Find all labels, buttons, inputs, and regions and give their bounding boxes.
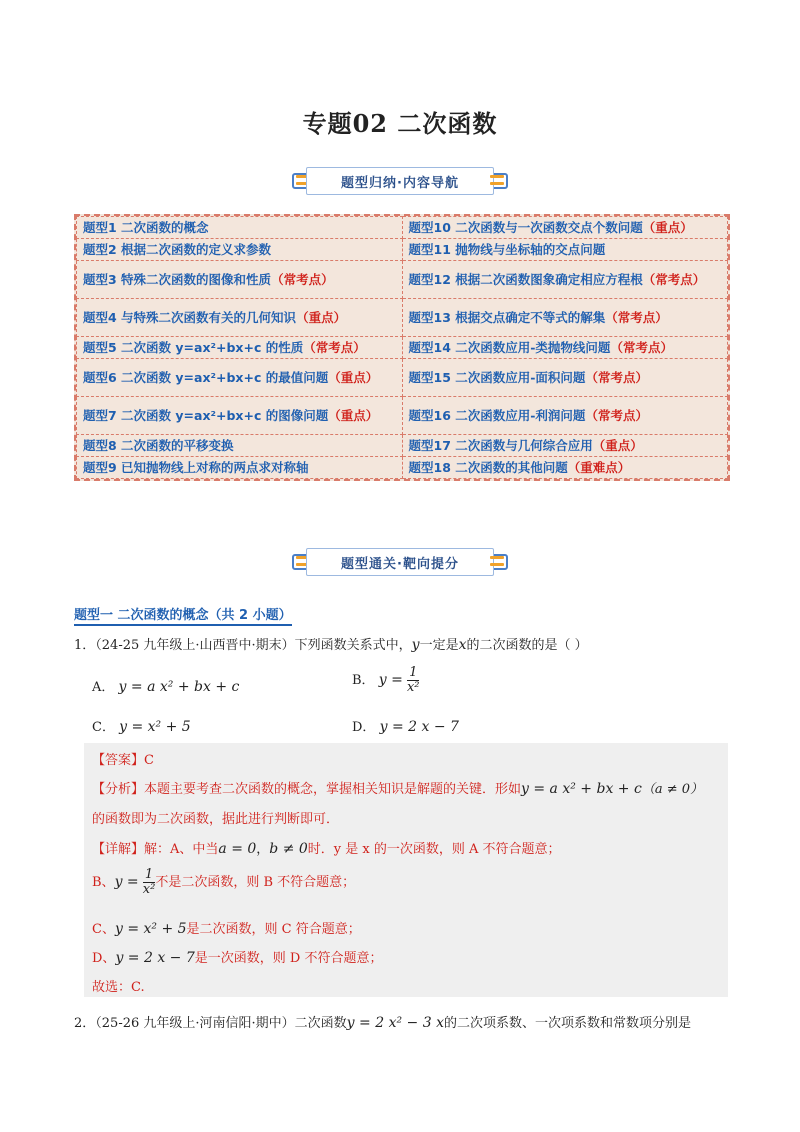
fraction [407,666,420,695]
toc-row [77,337,728,359]
option-a [92,676,239,695]
toc-item-tag: （常考点） [303,340,366,355]
question-text: 的二次函数的是（ ） [466,638,588,653]
toc-item-tag: （重点） [328,408,379,423]
toc-item [77,397,403,435]
toc-row [77,239,728,261]
var-y: y [411,637,420,653]
toc-item-label: 题型12 根据二次函数图象确定相应方程根 [408,272,643,287]
section-heading: 题型一 二次函数的概念（共 2 小题） [74,604,292,626]
option-label: D． [352,720,376,735]
toc-item-tag: （重点） [592,438,643,453]
analysis-text: 【分析】本题主要考查二次函数的概念，掌握相关知识是解题的关键．形如 [92,782,522,797]
detail-text: 是一次函数，则 D 不符合题意； [194,951,383,966]
analysis-line [92,778,703,797]
toc-item-label: 题型17 二次函数与几何综合应用 [408,438,593,453]
toc-item [402,299,728,337]
option-b [352,666,419,695]
detail-math: y = x² + 5 [114,921,187,937]
fraction-denominator: x² [142,882,156,897]
toc-item [402,435,728,457]
option-d [352,716,459,735]
toc-item-tag: （常考点） [585,370,648,385]
toc-item-label: 题型6 二次函数 y=ax²+bx+c 的最值问题 [83,370,329,385]
toc-item-tag: （重点） [642,220,693,235]
toc-item-tag: （常考点） [271,272,334,287]
toc-item [77,217,403,239]
detail-line [92,838,561,857]
option-math: y = 2 x − 7 [379,719,459,735]
analysis-math: y = a x² + bx + c [521,781,642,797]
detail-math: a = 0 [218,841,257,857]
question-math: y = 2 x² − 3 x [346,1015,444,1031]
question-2 [74,1012,691,1031]
detail-c-line [92,918,361,937]
toc-item [402,457,728,479]
toc-table [74,214,730,481]
toc-item-tag: （常考点） [605,310,668,325]
question-text: 的二次项系数、一次项系数和常数项分别是 [443,1016,691,1031]
toc-row [77,359,728,397]
toc-item-label: 题型4 与特殊二次函数有关的几何知识 [83,310,297,325]
answer-line: 【答案】C [92,753,154,768]
toc-item [402,359,728,397]
toc-item [402,239,728,261]
question-source: （24-25 九年级上·山西晋中·期末） [95,638,295,653]
question-source: （25-26 九年级上·河南信阳·期中） [95,1016,295,1031]
toc-item [402,337,728,359]
question-text: 一定是 [419,638,459,653]
toc-item-label: 题型8 二次函数的平移变换 [83,438,234,453]
toc-item-label: 题型2 根据二次函数的定义求参数 [83,242,272,257]
fraction-numerator: 1 [409,665,418,680]
toc-item-label: 题型13 根据交点确定不等式的解集 [408,310,606,325]
question-number: 1． [74,638,96,653]
toc-item-label: 题型3 特殊二次函数的图像和性质 [83,272,272,287]
option-c [92,716,191,735]
toc-item-label: 题型1 二次函数的概念 [83,220,209,235]
analysis-line-2: 的函数即为二次函数，据此进行判断即可． [92,812,340,827]
toc-item [77,359,403,397]
practice-banner [292,546,508,578]
option-math: y = x² + 5 [119,719,191,735]
toc-item-tag: （常考点） [585,408,648,423]
toc-row [77,397,728,435]
toc-item-label: 题型5 二次函数 y=ax²+bx+c 的性质 [83,340,304,355]
analysis-condition: （a ≠ 0） [641,782,704,797]
detail-label: C、 [92,922,115,937]
detail-b-line [92,868,355,897]
option-math: y = a x² + bx + c [118,679,240,695]
toc-item [77,457,403,479]
toc-banner [292,165,508,197]
toc-item [402,261,728,299]
toc-item-label: 题型11 抛物线与坐标轴的交点问题 [408,242,606,257]
toc-banner-label: 题型归纳·内容导航 [341,175,459,191]
toc-item [77,239,403,261]
toc-item-tag: （重点） [328,370,379,385]
toc-item [77,435,403,457]
question-1 [74,634,588,653]
detail-d-line [92,947,382,966]
toc-item-label: 题型7 二次函数 y=ax²+bx+c 的图像问题 [83,408,329,423]
toc-row [77,217,728,239]
detail-sep: ， [256,842,270,857]
detail-math: y = [114,874,139,890]
practice-banner-label: 题型通关·靶向提分 [341,556,459,572]
toc-item [77,299,403,337]
option-label: B． [352,673,375,688]
right-quote-icon [490,172,504,190]
toc-item [402,217,728,239]
toc-item [402,397,728,435]
toc-item-tag: （常考点） [642,272,706,287]
detail-text: 时．y 是 x 的一次函数，则 A 不符合题意； [307,842,561,857]
var-x: x [458,637,467,653]
option-label: A． [92,680,115,695]
detail-label: D、 [92,951,116,966]
final-answer: 故选：C. [92,980,145,995]
toc-item-label: 题型18 二次函数的其他问题 [408,460,568,475]
detail-text: 是二次函数，则 C 符合题意； [186,922,361,937]
detail-text: 【详解】解：A、中当 [92,842,219,857]
question-number: 2． [74,1016,96,1031]
page-title: 专题02 二次函数 [302,109,498,138]
fraction-denominator: x² [406,680,420,695]
question-text: 二次函数 [294,1016,347,1031]
toc-item-label: 题型15 二次函数应用-面积问题 [408,370,586,385]
toc-item-label: 题型14 二次函数应用-类抛物线问题 [408,340,611,355]
toc-item-tag: （常考点） [610,340,673,355]
fraction [143,868,156,897]
toc-item-label: 题型16 二次函数应用-利润问题 [408,408,586,423]
toc-row [77,261,728,299]
toc-row [77,435,728,457]
detail-text: 不是二次函数，则 B 不符合题意； [155,875,356,890]
toc-item-tag: （重难点） [567,460,631,475]
toc-item [77,261,403,299]
detail-math: y = 2 x − 7 [115,950,195,966]
question-text: 下列函数关系式中， [294,638,412,653]
fraction-numerator: 1 [144,867,154,882]
detail-math: b ≠ 0 [269,841,308,857]
toc-item-tag: （重点） [296,310,347,325]
toc-item-label: 题型10 二次函数与一次函数交点个数问题 [408,220,643,235]
toc-row [77,299,728,337]
detail-label: B、 [92,875,115,890]
toc-item-label: 题型9 已知抛物线上对称的两点求对称轴 [83,460,309,475]
toc-item [77,337,403,359]
right-quote-icon [490,553,504,571]
toc-row [77,457,728,479]
option-label: C． [92,720,115,735]
option-math: y = [378,672,403,688]
